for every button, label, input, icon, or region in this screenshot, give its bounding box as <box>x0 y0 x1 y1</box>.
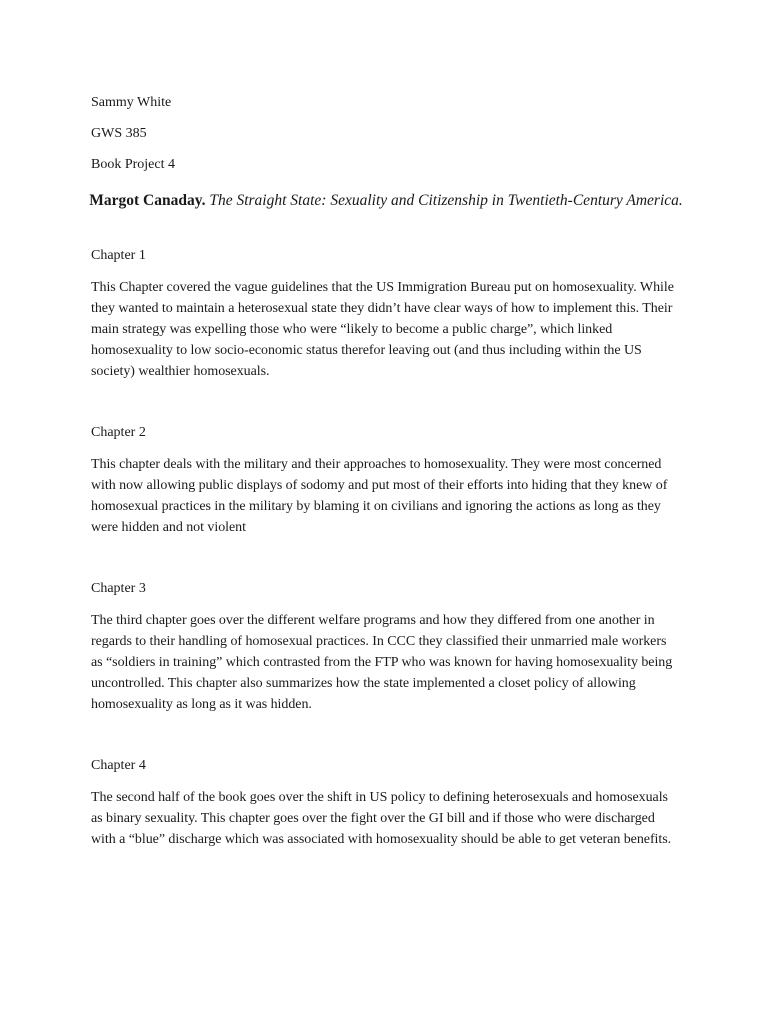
chapter-heading: Chapter 1 <box>91 248 146 263</box>
book-title-block <box>83 189 689 212</box>
document-content <box>91 93 681 850</box>
author-name: Sammy White <box>91 95 172 110</box>
chapter-summary: The third chapter goes over the different welfare programs and how they differed from one another in regards to their handling of homosexual practices. In CCC they classified their unmarried male workers as “soldiers in training” which contrasted from the FTP who was known for having homosexuality being uncontrolled. This chapter also summarizes how the state implemented a closet policy of allowing homosexuality as long as it was hidden. <box>91 613 673 712</box>
book-author: Margot Canaday. <box>89 192 206 209</box>
chapter-section-3 <box>91 579 681 715</box>
chapter-heading: Chapter 2 <box>91 425 146 440</box>
chapter-summary: The second half of the book goes over the shift in US policy to defining heterosexuals and homosexuals as binary sexuality. This chapter goes over the fight over the GI bill and if those who were discharged with a “blue” discharge which was associated with homosexuality should be able to get veteran benefits. <box>91 790 672 847</box>
chapter-summary: This chapter deals with the military and their approaches to homosexuality. They were most concerned with now allowing public displays of sodomy and put most of their efforts into hiding that they knew of homosexual practices in the military by blaming it on civilians and ignoring the actions as long as they were hidden and not violent <box>91 457 668 535</box>
book-title: The Straight State: Sexuality and Citizenship in Twentieth-Century America. <box>209 192 683 209</box>
chapter-section-1 <box>91 246 681 382</box>
chapter-section-2 <box>91 423 681 538</box>
assignment-name: Book Project 4 <box>91 157 175 172</box>
chapter-section-4 <box>91 756 681 850</box>
chapter-heading: Chapter 4 <box>91 758 146 773</box>
chapter-summary: This Chapter covered the vague guidelines that the US Immigration Bureau put on homosexuality. While they wanted to maintain a heterosexual state they didn’t have clear ways of how to implement this. Their main strategy was expelling those who were “likely to become a public charge”, which linked homosexuality to low socio-economic status therefor leaving out (and thus including within the US society) wealthier homosexuals. <box>91 280 674 379</box>
course-code: GWS 385 <box>91 126 147 141</box>
chapter-heading: Chapter 3 <box>91 581 146 596</box>
